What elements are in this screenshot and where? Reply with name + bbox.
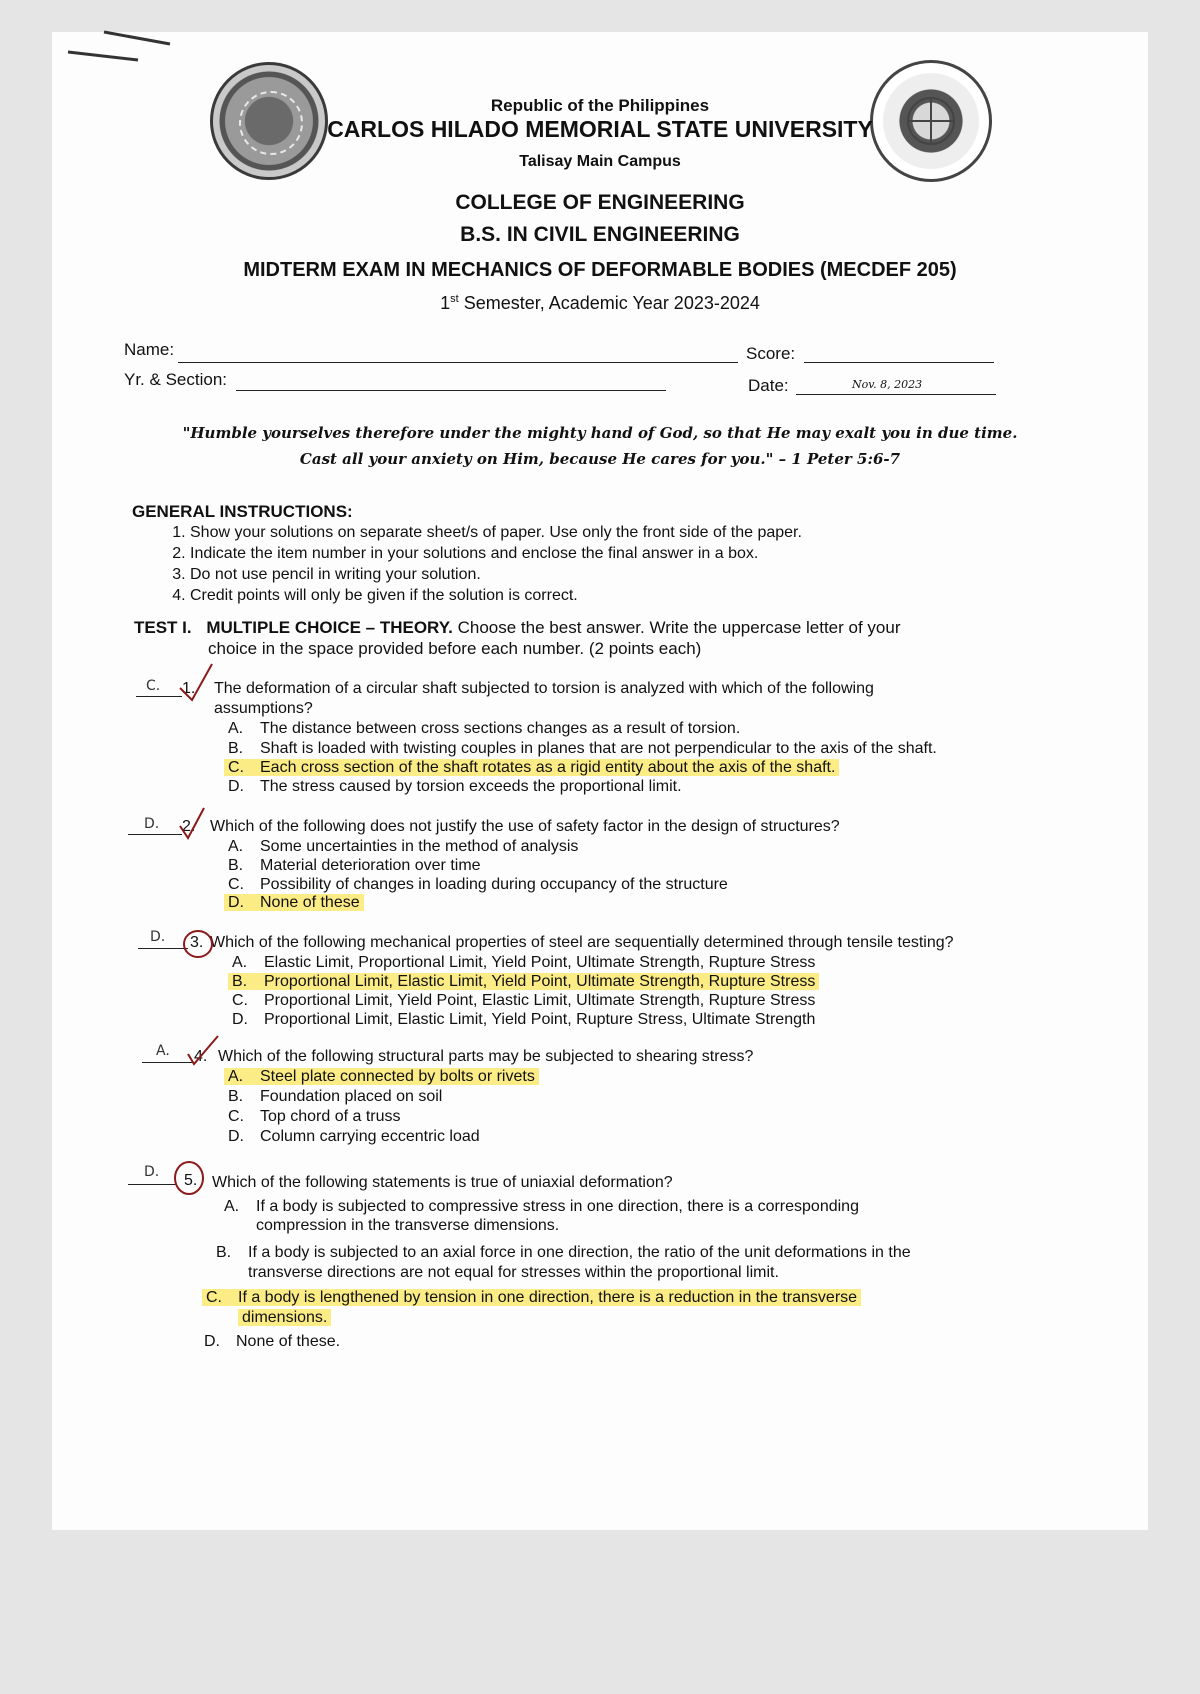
option-text: Top chord of a truss: [260, 1108, 401, 1125]
exam-title: MIDTERM EXAM IN MECHANICS OF DEFORMABLE BODIES (MECDEF 205): [243, 259, 957, 281]
test-instruction-1: Choose the best answer. Write the uppercase letter of your: [452, 618, 901, 637]
test-instruction-2: choice in the space provided before each number. (2 points each): [208, 639, 702, 658]
option-letter: C.: [228, 759, 244, 776]
option-letter: C.: [228, 876, 244, 893]
semester-ordinal-suffix: st: [450, 293, 459, 305]
option-text: Column carrying eccentric load: [260, 1128, 480, 1145]
question-number-3: 3.: [190, 934, 204, 951]
question-number-5: 5.: [184, 1172, 198, 1189]
name-label: Name:: [124, 340, 175, 359]
option-text: If a body is lengthened by tension in one direction, there is a reduction in the transverse: [238, 1289, 858, 1306]
check-mark-2: [180, 808, 204, 838]
question-stem-5: Which of the following statements is true of uniaxial deformation?: [212, 1174, 673, 1191]
program-name: B.S. IN CIVIL ENGINEERING: [460, 223, 740, 246]
option-5b-cont: transverse directions are not equal for stresses within the proportional limit.: [248, 1264, 779, 1281]
option-5a-cont: compression in the transverse dimensions.: [256, 1217, 560, 1234]
option-letter: C.: [228, 1108, 244, 1125]
option-text: Some uncertainties in the method of analysis: [260, 838, 579, 855]
check-mark-1: [180, 664, 212, 700]
option-text-cont: dimensions.: [238, 1309, 331, 1326]
grading-marks: [52, 32, 1148, 1530]
question-stem-2: Which of the following does not justify the use of safety factor in the design of structures?: [210, 818, 840, 835]
college-name: COLLEGE OF ENGINEERING: [455, 191, 745, 214]
score-label: Score:: [746, 344, 796, 363]
date-label: Date:: [748, 376, 789, 395]
question-number-4: 4.: [194, 1048, 208, 1065]
option-letter: B.: [228, 1088, 244, 1105]
option-text: If a body is subjected to an axial force in one direction, the ratio of the unit deformations in the: [248, 1244, 911, 1261]
option-letter: B.: [232, 973, 248, 990]
scan-marks: [60, 24, 180, 74]
instruction-item: 1. Show your solutions on separate sheet/s of paper. Use only the front side of the paper.: [190, 522, 802, 543]
option-text: Material deterioration over time: [260, 857, 481, 874]
option-letter: A.: [232, 954, 248, 971]
option-text: If a body is subjected to compressive stress in one direction, there is a corresponding: [256, 1198, 859, 1215]
option-letter: B.: [228, 740, 244, 757]
option-letter: A.: [224, 1198, 240, 1215]
option-letter: A.: [228, 1068, 244, 1085]
option-text: Steel plate connected by bolts or rivets: [260, 1068, 535, 1085]
option-text: Elastic Limit, Proportional Limit, Yield Point, Ultimate Strength, Rupture Stress: [264, 954, 816, 971]
handwritten-answer-4: A.: [156, 1043, 170, 1059]
instruction-item: 3. Do not use pencil in writing your solution.: [190, 564, 802, 585]
question-stem-1: The deformation of a circular shaft subjected to torsion is analyzed with which of the following: [214, 680, 874, 697]
option-text: Possibility of changes in loading during occupancy of the structure: [260, 876, 728, 893]
handwritten-answer-3: D.: [150, 929, 166, 945]
option-text: Shaft is loaded with twisting couples in planes that are not perpendicular to the axis of the shaft.: [260, 740, 937, 757]
option-text: None of these.: [236, 1333, 341, 1350]
semester-ordinal: 1: [440, 293, 451, 313]
handwritten-answer-2: D.: [144, 816, 160, 832]
section-label: Yr. & Section:: [124, 370, 227, 389]
option-text: Foundation placed on soil: [260, 1088, 443, 1105]
campus-name: Talisay Main Campus: [519, 153, 681, 170]
option-letter: C.: [232, 992, 248, 1009]
circle-mark-3: [184, 931, 212, 957]
option-text: Proportional Limit, Elastic Limit, Yield Point, Rupture Stress, Ultimate Strength: [264, 1011, 816, 1028]
option-text: None of these: [260, 894, 360, 911]
option-letter: B.: [228, 857, 244, 874]
university-name: CARLOS HILADO MEMORIAL STATE UNIVERSITY: [327, 116, 873, 142]
option-letter: A.: [228, 838, 244, 855]
test-heading-title: MULTIPLE CHOICE – THEORY.: [206, 618, 453, 637]
question-number-1: 1.: [182, 680, 196, 697]
question-stem-3: Which of the following mechanical properties of steel are sequentially determined through tensile testing?: [210, 934, 954, 951]
circle-mark-5: [175, 1162, 203, 1194]
option-letter: D.: [228, 1128, 244, 1145]
instruction-item: 4. Credit points will only be given if the solution is correct.: [190, 585, 802, 606]
option-letter: D.: [228, 778, 244, 795]
option-letter: D.: [232, 1011, 248, 1028]
semester-text: Semester, Academic Year 2023-2024: [458, 293, 760, 313]
quote-line-2: Cast all your anxiety on Him, because He cares for you." – 1 Peter 5:6-7: [299, 450, 901, 468]
option-text: Each cross section of the shaft rotates as a rigid entity about the axis of the shaft.: [260, 759, 836, 776]
instruction-item: 2. Indicate the item number in your solutions and enclose the final answer in a box.: [190, 543, 802, 564]
test-label: TEST I.: [134, 618, 192, 637]
question-number-2: 2.: [182, 818, 196, 835]
option-text: The stress caused by torsion exceeds the proportional limit.: [260, 778, 682, 795]
check-mark-4: [188, 1036, 218, 1064]
option-letter: D.: [204, 1333, 220, 1350]
handwritten-answer-5: D.: [144, 1164, 160, 1180]
question-stem-1-cont: assumptions?: [214, 700, 313, 717]
option-text: Proportional Limit, Elastic Limit, Yield Point, Ultimate Strength, Rupture Stress: [264, 973, 816, 990]
handwritten-answer-1: C.: [146, 678, 161, 694]
option-letter: B.: [216, 1244, 232, 1261]
option-letter: C.: [206, 1289, 222, 1306]
exam-paper: [52, 32, 1148, 1530]
option-text: The distance between cross sections changes as a result of torsion.: [260, 720, 741, 737]
option-text: Proportional Limit, Yield Point, Elastic Limit, Ultimate Strength, Rupture Stress: [264, 992, 816, 1009]
quote-line-1: "Humble yourselves therefore under the mighty hand of God, so that He may exalt you in due time.: [182, 424, 1018, 442]
date-value-handwritten: Nov. 8, 2023: [852, 378, 923, 391]
option-letter: A.: [228, 720, 244, 737]
option-letter: D.: [228, 894, 244, 911]
instructions-title: GENERAL INSTRUCTIONS:: [132, 502, 353, 521]
republic-heading: Republic of the Philippines: [490, 96, 710, 115]
question-stem-4: Which of the following structural parts may be subjected to shearing stress?: [218, 1048, 754, 1065]
